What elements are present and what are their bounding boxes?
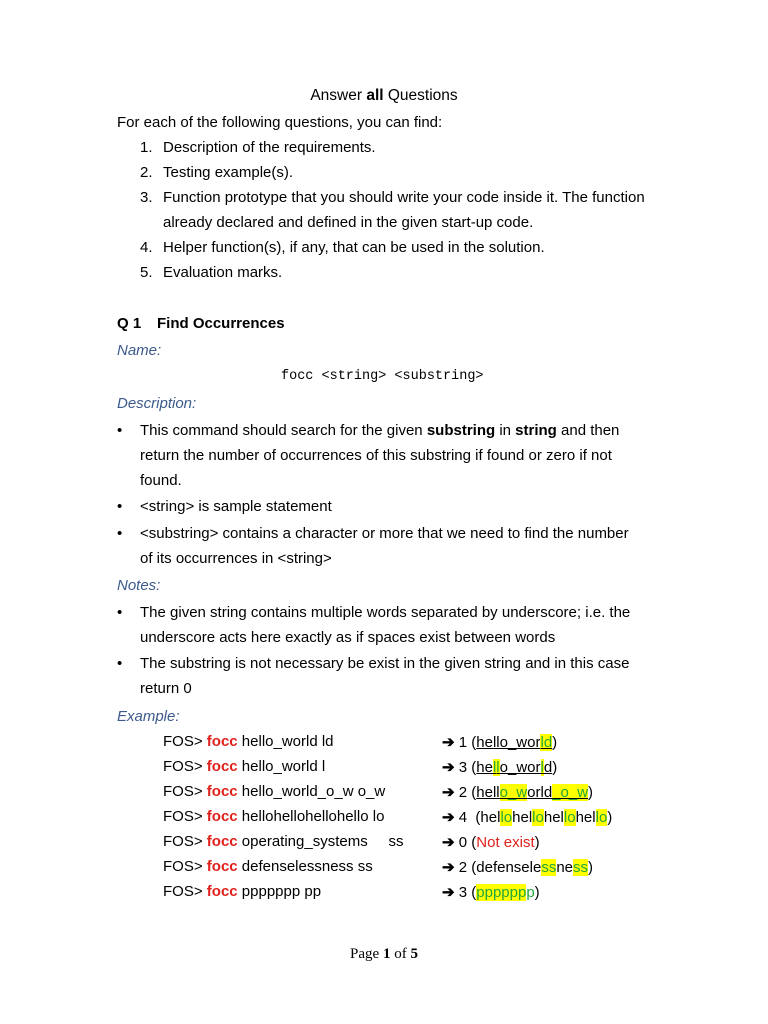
page-title: Answer all Questions xyxy=(310,87,458,104)
example-result: ➔ 0 (Not exist) xyxy=(442,834,540,851)
example-command: FOS> focc defenselessness ss xyxy=(163,858,373,875)
bullet-icon: • xyxy=(117,655,123,672)
arrow-icon: ➔ xyxy=(442,784,455,801)
example-result: ➔ 4 (hellohellohellohello) xyxy=(442,809,613,826)
list-item: 2. Testing example(s). xyxy=(140,164,294,181)
bullet-icon: • xyxy=(117,498,123,515)
example-command: FOS> focc hellohellohellohello lo xyxy=(163,808,385,825)
bullet-continuation: found. xyxy=(140,472,182,489)
example-result: ➔ 1 (hello_world) xyxy=(442,734,558,751)
bullet-icon: • xyxy=(117,422,123,439)
bullet-item: • <substring> contains a character or more that we need to find the number xyxy=(117,525,629,542)
bullet-continuation: return 0 xyxy=(140,680,192,697)
list-item: 1. Description of the requirements. xyxy=(140,139,376,156)
example-command: FOS> focc ppppppp pp xyxy=(163,883,322,900)
list-item: 5. Evaluation marks. xyxy=(140,264,283,281)
title-bold: all xyxy=(366,87,384,104)
list-item-continuation: already declared and defined in the given start-up code. xyxy=(163,214,534,231)
example-command: FOS> focc hello_world_o_w o_w xyxy=(163,783,386,800)
bullet-item: • The given string contains multiple words separated by underscore; i.e. the xyxy=(117,604,631,621)
bullet-icon: • xyxy=(117,604,123,621)
arrow-icon: ➔ xyxy=(442,809,455,826)
arrow-icon: ➔ xyxy=(442,884,455,901)
example-result: ➔ 2 (hello_world_o_w) xyxy=(442,784,594,801)
example-command: FOS> focc operating_systems ss xyxy=(163,833,404,850)
bullet-continuation: of its occurrences in <string> xyxy=(140,550,332,567)
list-item: 4. Helper function(s), if any, that can be used in the solution. xyxy=(140,239,545,256)
notes-label: Notes: xyxy=(117,577,161,594)
description-label: Description: xyxy=(117,395,197,412)
question-heading: Q 1 Find Occurrences xyxy=(117,315,285,332)
command-syntax: focc <string> <substring> xyxy=(281,369,484,384)
arrow-icon: ➔ xyxy=(442,859,455,876)
bullet-icon: • xyxy=(117,525,123,542)
example-command: FOS> focc hello_world l xyxy=(163,758,326,775)
page-footer: Page 1 of 5 xyxy=(350,946,418,962)
example-command: FOS> focc hello_world ld xyxy=(163,733,334,750)
intro-text: For each of the following questions, you can find: xyxy=(117,114,443,131)
bullet-item: • <string> is sample statement xyxy=(117,498,332,515)
example-result: ➔ 2 (defenselessness) xyxy=(442,859,593,876)
bullet-item: • The substring is not necessary be exist in the given string and in this case xyxy=(117,655,630,672)
arrow-icon: ➔ xyxy=(442,734,455,751)
arrow-icon: ➔ xyxy=(442,759,455,776)
bullet-item: • This command should search for the given substring in string and then xyxy=(117,422,620,439)
arrow-icon: ➔ xyxy=(442,834,455,851)
example-label: Example: xyxy=(117,708,180,725)
bullet-continuation: return the number of occurrences of this substring if found or zero if not xyxy=(140,447,612,464)
name-label: Name: xyxy=(117,342,162,359)
list-item: 3. Function prototype that you should write your code inside it. The function xyxy=(140,189,645,206)
example-result: ➔ 3 (hello_world) xyxy=(442,759,558,776)
example-result: ➔ 3 (ppppppp) xyxy=(442,884,540,901)
bullet-continuation: underscore acts here exactly as if spaces exist between words xyxy=(140,629,556,646)
